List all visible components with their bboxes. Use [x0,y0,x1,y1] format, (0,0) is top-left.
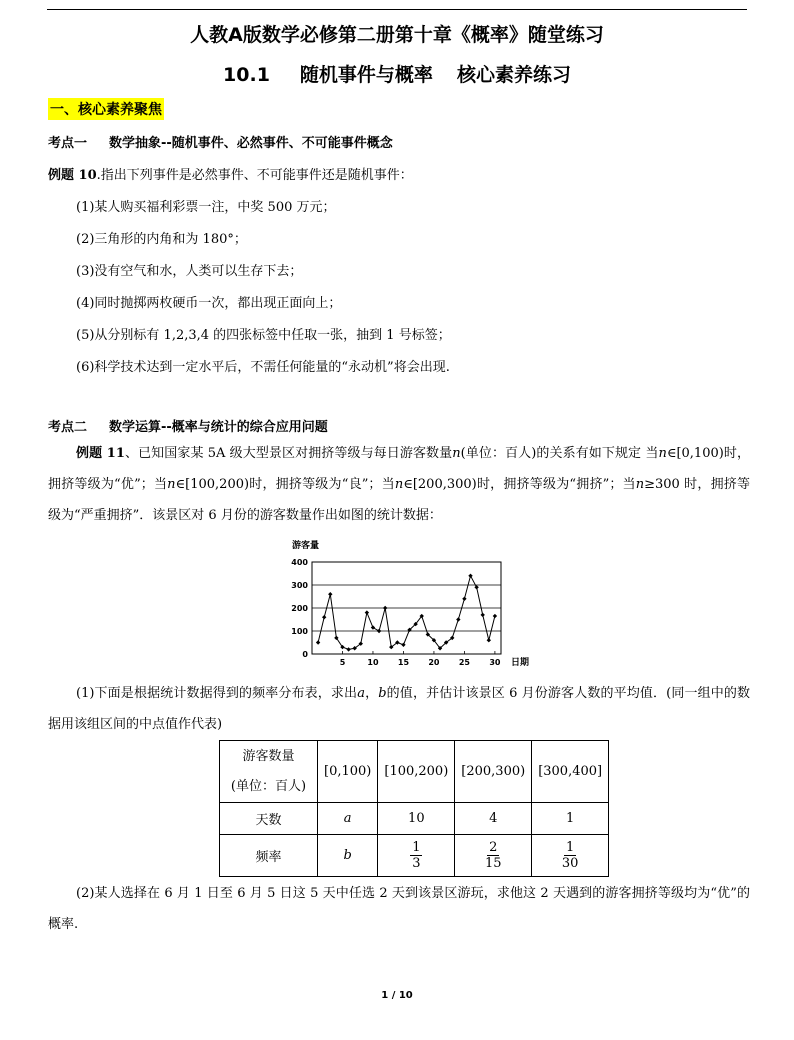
example11-paragraph [48,438,750,531]
data-point [468,574,472,578]
question2: (2)某人选择在 6 月 1 日至 6 月 5 日这 5 天中任选 2 天到该景区游玩，求他这 2 天遇到的游客拥挤等级均为“优”的概率. [48,886,750,932]
example11-label: 例题 11 [76,446,125,461]
fraction-numerator: 1 [565,840,575,855]
data-point [377,629,381,633]
table-cell: b [318,835,378,877]
table-cell: 1 [532,803,609,835]
table-row [220,803,609,835]
visitor-chart [288,536,548,671]
data-point [316,640,320,644]
var-n: n [658,446,667,461]
point2-title: 数学运算--概率与统计的综合应用问题 [109,420,328,435]
fraction [562,840,579,871]
var-n: n [635,477,645,492]
table-cell: 10 [378,803,455,835]
data-point [456,617,460,621]
example10-intro [48,164,413,183]
point2-label: 考点二 [48,420,88,435]
data-point [487,638,491,642]
y-tick-label: 200 [291,604,308,613]
fraction [410,840,422,871]
x-tick-label: 30 [489,658,501,667]
table-cell [532,835,609,877]
table-cell [378,835,455,877]
example11-text: ∈[200,300)时，拥挤等级为“拥挤”；当 [403,477,636,492]
x-tick-label: 25 [458,658,470,667]
var-n: n [452,446,461,461]
fraction [485,840,502,871]
visitor-chart-svg [288,536,548,671]
example11-text: ≥300 时，拥挤等级为“严重拥挤”．该景区对 6 月份的游客数量作出如图的统计数据： [48,477,750,523]
data-point [474,585,478,589]
fraction-denominator: 3 [412,856,421,871]
point1-label: 考点一 [48,136,88,151]
data-point [365,610,369,614]
data-point [401,643,405,647]
table-row [220,835,609,877]
data-point [346,647,350,651]
example10-item: (2)三角形的内角和为 180°； [76,232,247,247]
example10-text: .指出下列事件是必然事件、不可能事件还是随机事件： [96,168,413,183]
table-header-cell [220,741,318,803]
example11-text: 、已知国家某 5A 级大型景区对拥挤等级与每日游客数量 [124,446,453,461]
section-title: 随机事件与概率 [299,64,433,86]
example10-item: (6)科学技术达到一定水平后，不需任何能量的“永动机”将会出现. [76,360,450,375]
data-point [493,614,497,618]
question1 [48,678,750,740]
x-tick-label: 20 [428,658,440,667]
var-n: n [167,477,176,492]
x-tick-label: 15 [397,658,410,667]
x-tick-label: 10 [367,658,379,667]
fraction-denominator: 30 [561,856,579,871]
y-axis-label: 游客量 [292,541,320,551]
core-section-label: 一、核心素养聚焦 [48,98,164,120]
data-point [328,592,332,596]
page-number: 1 / 10 [381,990,413,1001]
example11-text: ∈[100,200)时，拥挤等级为“良”；当 [175,477,395,492]
fraction-denominator: 15 [484,856,502,871]
question1-text: 的值，并估计该景区 6 月份游客人数的平均值．(同一组中的数据用该组区间的中点值作代表) [48,686,750,732]
var-b: b [378,686,387,701]
section-number: 10.1 [223,64,270,86]
series-line [318,576,495,650]
y-tick-label: 300 [291,581,308,590]
table-cell: 4 [455,803,532,835]
y-tick-label: 100 [291,627,308,636]
point1-title: 数学抽象--随机事件、必然事件、不可能事件概念 [109,136,393,151]
var-a: a [357,686,365,701]
point2-heading [48,416,328,435]
data-point [322,615,326,619]
section-subtitle: 核心素养练习 [456,64,571,86]
document-title: 人教A版数学必修第二册第十章《概率》随堂练习 [190,24,604,46]
question1-text: (1)下面是根据统计数据得到的频率分布表，求出 [76,686,358,701]
fraction-numerator: 1 [412,840,421,855]
example10-item: (4)同时抛掷两枚硬币一次，都出现正面向上； [76,296,342,311]
table-column-header: [300,400] [532,741,609,803]
example11-text: (单位：百人)的关系有如下规定 当 [460,446,659,461]
table-column-header: [200,300) [455,741,532,803]
example11-text: ∈[0,100)时，拥挤等级为“优”；当 [48,446,750,492]
example10-item: (5)从分别标有 1,2,3,4 的四张标签中任取一张，抽到 1 号标签； [76,328,451,343]
example10-label: 例题 10 [48,168,97,183]
table-row-label: 频率 [220,835,318,877]
example10-item: (1)某人购买福利彩票一注，中奖 500 万元； [76,200,336,215]
y-tick-label: 0 [302,650,308,659]
fraction-numerator: 2 [489,840,498,855]
table-column-header: [0,100) [318,741,378,803]
header-rule [47,9,747,10]
data-point [371,625,375,629]
table-row-label: 天数 [220,803,318,835]
data-point [481,613,485,617]
frequency-table [219,740,609,877]
y-tick-label: 400 [291,558,308,567]
var-n: n [394,477,404,492]
point1-heading [48,132,393,151]
data-point [462,597,466,601]
table-cell [455,835,532,877]
table-header-row [220,741,609,803]
table-header-line: (单位：百人) [230,778,307,794]
data-point [383,606,387,610]
x-axis-label: 日期 [511,658,530,668]
table-column-header: [100,200) [378,741,455,803]
example10-item: (3)没有空气和水，人类可以生存下去； [76,264,303,279]
table-cell: a [318,803,378,835]
section-heading [0,60,794,87]
table-header-line: 游客数量 [242,748,295,764]
x-tick-label: 5 [339,658,346,667]
question1-text: ， [364,686,379,701]
